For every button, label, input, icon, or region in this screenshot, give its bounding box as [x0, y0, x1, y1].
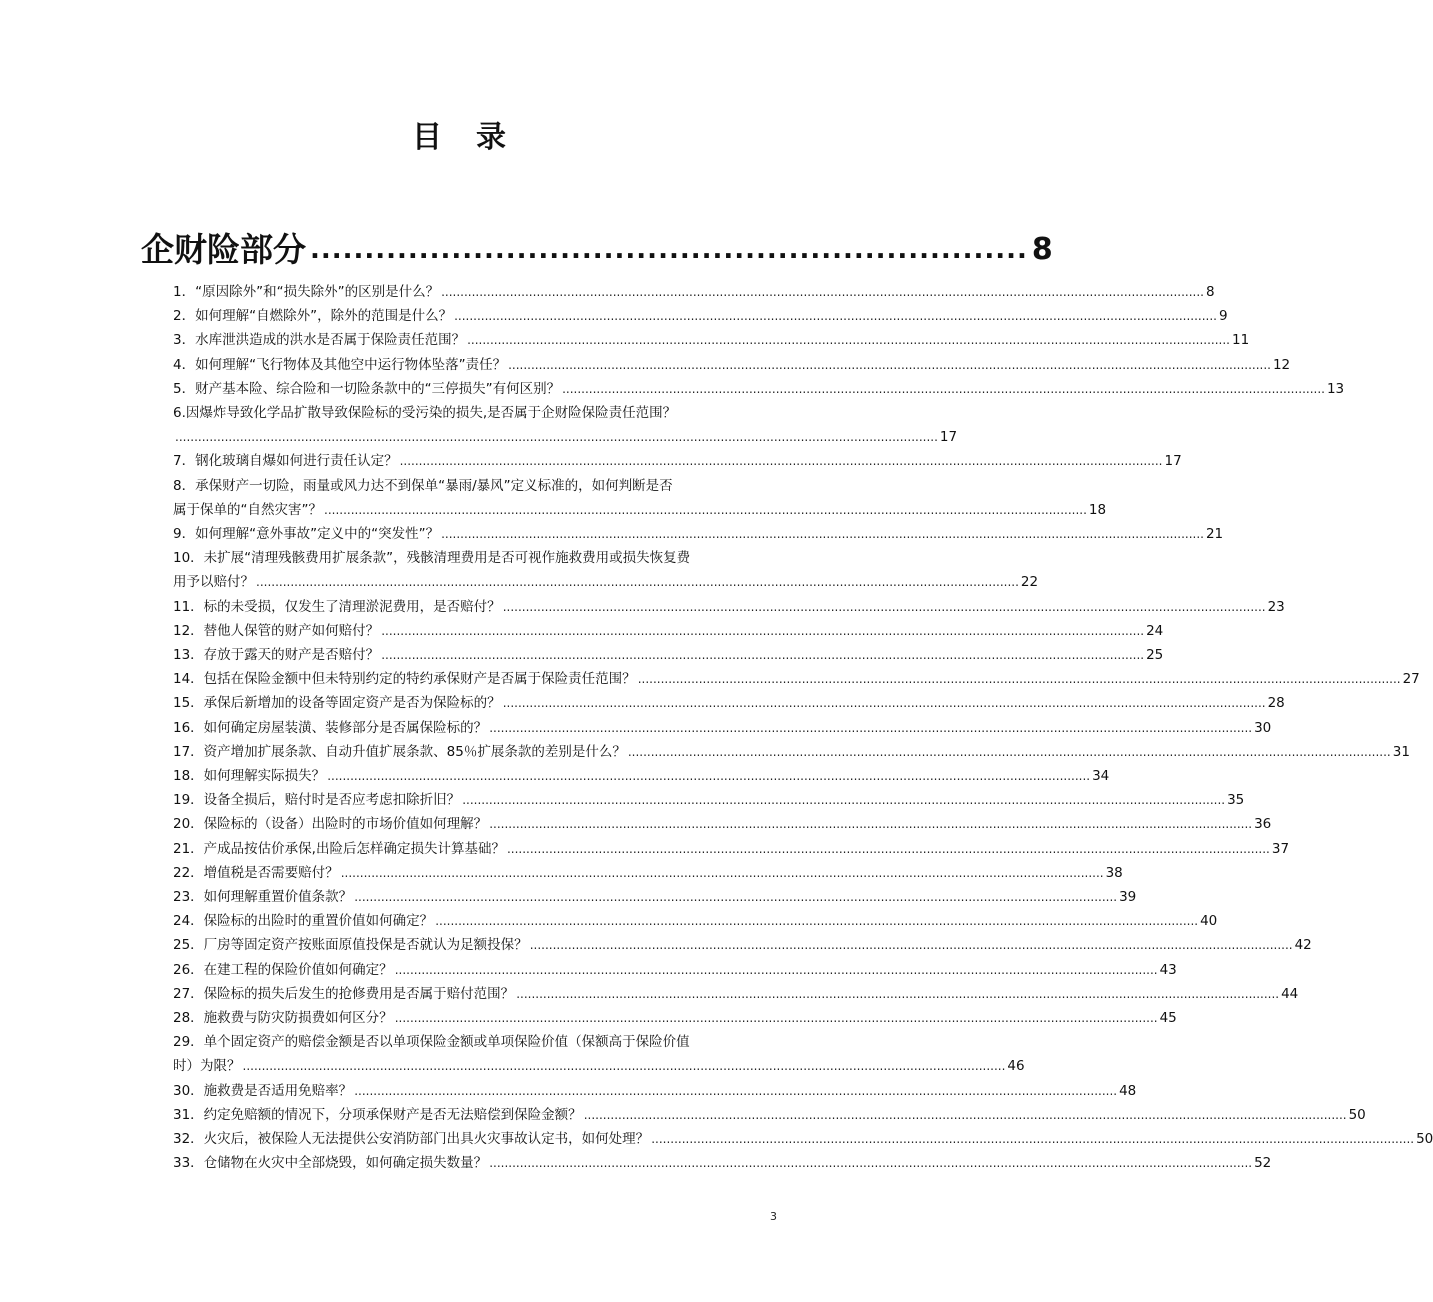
toc-leader-dots: ........................................................................................................................................................................................................: [435, 914, 1199, 929]
toc-leader-dots: ........................................................................................................................................................................................................: [242, 1059, 1006, 1074]
toc-entry[interactable]: [173, 837, 1290, 861]
toc-leader-dots: ........................................................................................................................................................................................................: [354, 1083, 1118, 1098]
toc-entry[interactable]: [173, 982, 1299, 1006]
toc-leader-dots: ........................................................................................................................................................................................................: [489, 817, 1253, 832]
toc-entry-text: 属于保单的“自然灾害”？: [173, 501, 322, 518]
toc-entry[interactable]: [173, 280, 1215, 304]
toc-entry-page: 34: [1092, 768, 1110, 784]
toc-entry-page: 13: [1326, 380, 1345, 397]
toc-entry-text: 5．财产基本险、综合险和一切险条款中的“三停损失”有何区别？: [173, 380, 561, 397]
toc-entry-page: 36: [1254, 816, 1272, 833]
toc-entry[interactable]: [173, 667, 1420, 691]
toc-leader-dots: ........................................................................................................................................................................................................: [441, 527, 1204, 541]
title-text: 目 录: [412, 120, 508, 155]
toc-entry-page: 45: [1159, 1010, 1177, 1026]
page-number: 3: [770, 1210, 777, 1223]
toc-leader-dots: ........................................................................................................................................................................................................: [637, 672, 1401, 687]
toc-entry-page: 38: [1105, 864, 1123, 881]
toc-entry-text: 19．设备全损后，赔付时是否应考虑扣除折旧？: [173, 792, 461, 809]
toc-entry[interactable]: [173, 449, 1182, 473]
toc-entry[interactable]: [173, 1151, 1272, 1175]
toc-entry-text: 24．保险标的出险时的重置价值如何确定？: [173, 913, 434, 930]
toc-entry-text: 6.因爆炸导致化学品扩散导致保险标的受污染的损失,是否属于企财险保险责任范围？: [173, 405, 677, 421]
toc-leader-dots: ........................................................................................................................................................................................................: [381, 648, 1145, 662]
section-label: 企财险部分: [141, 230, 306, 269]
toc-entry[interactable]: [173, 716, 1272, 740]
toc-entry[interactable]: [173, 643, 1164, 667]
toc-entry[interactable]: [173, 377, 1345, 401]
toc-entry-page: 50: [1416, 1131, 1433, 1147]
toc-entry-text: 8．承保财产一切险，雨量或风力达不到保单“暴雨/暴风”定义标准的，如何判断是否: [173, 477, 673, 494]
toc-entry[interactable]: [173, 788, 1245, 812]
toc-entry-page: 11: [1231, 332, 1250, 349]
toc-entry-page: 18: [1088, 501, 1107, 518]
toc-leader-dots: ........................................................................................................................................................................................................: [324, 502, 1087, 517]
toc-entry-text: 23．如何理解重置价值条款？: [173, 889, 353, 905]
toc-leader-dots: ........................................................................................................................................................................................................: [462, 793, 1226, 808]
toc-entry-text: 3．水库泄洪造成的洪水是否属于保险责任范围？: [173, 332, 466, 349]
toc-entry-text: 14．包括在保险金额中但未特别约定的特约承保财产是否属于保险责任范围？: [173, 671, 636, 688]
toc-entry-text: 1．“原因除外”和“损失除外”的区别是什么？: [173, 284, 440, 300]
toc-entry-page: 25: [1146, 647, 1164, 663]
toc-entry-page: 46: [1007, 1058, 1025, 1075]
page-title: [0, 112, 920, 156]
toc-leader-dots: ........................................................................................................................................................................................................: [562, 381, 1325, 396]
toc-entry-text: 10．未扩展“清理残骸费用扩展条款”，残骸清理费用是否可视作施救费用或损失恢复费: [173, 550, 691, 567]
toc-entry-page: 35: [1227, 792, 1245, 809]
toc-entry[interactable]: [173, 474, 1107, 522]
toc-entry-page: 30: [1254, 719, 1272, 736]
toc-entry[interactable]: [173, 595, 1285, 619]
toc-entry-text: 26．在建工程的保险价值如何确定？: [173, 961, 393, 978]
toc-leader-dots: ........................................................................................................................................................................................................: [327, 769, 1091, 783]
toc-entry[interactable]: [173, 933, 1312, 957]
toc-entry-page: 17: [1164, 453, 1182, 470]
toc-entry[interactable]: [173, 958, 1177, 982]
toc-leader-dots: ........................................................................................................................................................................................................: [399, 454, 1163, 469]
toc-entry[interactable]: [173, 546, 1039, 594]
toc-entry-page: 31: [1392, 743, 1410, 760]
toc-entry[interactable]: [173, 812, 1272, 836]
toc-entry[interactable]: [173, 328, 1250, 352]
toc-entry-text: 29．单个固定资产的赔偿金额是否以单项保险金额或单项保险价值（保额高于保险价值: [173, 1034, 690, 1051]
toc-entry[interactable]: [173, 885, 1137, 909]
toc-entry-page: 44: [1281, 985, 1299, 1002]
toc-entry[interactable]: [173, 304, 1228, 328]
toc-entry-text: 7．钢化玻璃自爆如何进行责任认定？: [173, 453, 398, 470]
toc-entry-text: 28．施救费与防灾防损费如何区分？: [173, 1010, 393, 1026]
section-page: 8: [1031, 232, 1053, 267]
toc-entry-text: 21．产成品按估价承保,出险后怎样确定损失计算基础？: [173, 840, 505, 857]
toc-entry-page: 8: [1205, 284, 1215, 300]
toc-leader-dots: ........................................................................................................................................................................................................: [467, 333, 1230, 348]
toc-entry-text: 4．如何理解“飞行物体及其他空中运行物体坠落”责任？: [173, 356, 507, 373]
toc-entry-page: 39: [1119, 889, 1137, 905]
toc-entry-page: 42: [1294, 937, 1312, 954]
toc-entry-page: 27: [1402, 671, 1420, 688]
toc-leader-dots: ........................................................................................................................................................................................................: [354, 890, 1118, 904]
toc-entry-text: 27．保险标的损失后发生的抢修费用是否属于赔付范围？: [173, 985, 515, 1002]
toc-entry[interactable]: [173, 861, 1123, 885]
toc-leader-dots: ........................................................................................................................................................................................................: [454, 309, 1217, 324]
toc-entry-page: 12: [1272, 356, 1291, 373]
toc-entry-page: 50: [1348, 1106, 1366, 1123]
toc-entry-page: 40: [1200, 913, 1218, 930]
toc-entry[interactable]: [173, 1103, 1366, 1127]
toc-entry[interactable]: [173, 691, 1285, 715]
toc-entry-text: 2．如何理解“自燃除外”，除外的范围是什么？: [173, 308, 453, 325]
toc-entry-text: 25．厂房等固定资产按账面原值投保是否就认为足额投保？: [173, 937, 528, 954]
toc-leader-dots: ........................................................................................................................................................................................................: [516, 986, 1280, 1001]
toc-leader-dots: ........................................................................................................................................................................................................: [394, 1011, 1158, 1025]
toc-entry[interactable]: [173, 740, 1410, 764]
toc-leader-dots: ........................................................................................................................................................................................................: [508, 357, 1271, 372]
toc-entry[interactable]: [173, 764, 1110, 788]
toc-entry-page: 9: [1218, 308, 1228, 325]
toc-entry[interactable]: [173, 909, 1218, 933]
toc-entry-text: 32．火灾后，被保险人无法提供公安消防部门出具火灾事故认定书，如何处理？: [173, 1131, 650, 1147]
toc-leader-dots: ........................................................................................................................................................................................................: [529, 938, 1293, 953]
toc-entry-text: 11．标的未受损，仅发生了清理淤泥费用，是否赔付？: [173, 598, 501, 615]
toc-entry[interactable]: [173, 1006, 1177, 1030]
toc-leader-dots: ........................................................................................................................................................................................................: [583, 1107, 1347, 1122]
toc-leader-dots: ........................................................................................................................................................................................................: [256, 575, 1019, 590]
toc-entry-text: 13．存放于露天的财产是否赔付？: [173, 647, 380, 663]
toc-entry-text: 22．增值税是否需要赔付？: [173, 864, 339, 881]
toc-entry-page: 37: [1271, 840, 1290, 857]
toc-entry[interactable]: [173, 401, 958, 449]
toc-entry[interactable]: [173, 1030, 1025, 1078]
toc-entry-text: 20．保险标的（设备）出险时的市场价值如何理解？: [173, 816, 488, 833]
toc-leader-dots: ........................................................................................................................................................................................................: [651, 1132, 1415, 1146]
toc-leader-dots: ........................................................................................................................................................................................................: [502, 696, 1266, 711]
toc-leader-dots: ........................................................................................................................................................................................................: [627, 744, 1391, 759]
toc-entry-page: 17: [939, 429, 958, 445]
toc-leader-dots: ........................................................................................................................................................................................................: [340, 865, 1104, 880]
toc-entry-page: 48: [1119, 1082, 1137, 1099]
toc-entry[interactable]: [173, 353, 1291, 377]
toc-entry-text: 9．如何理解“意外事故”定义中的“突发性”？: [173, 526, 440, 542]
toc-entry-text: 16．如何确定房屋装潢、装修部分是否属保险标的？: [173, 719, 488, 736]
toc-leader-dots: ........................................................................................................................................................................................................: [489, 1156, 1253, 1171]
toc-leader-dots: ........................................................................................................................................................................................................: [394, 962, 1158, 977]
toc-leader-dots: ........................................................................................................................................................................................................: [502, 599, 1266, 614]
toc-entry-text: 30．施救费是否适用免赔率？: [173, 1082, 353, 1099]
toc-entry-text: 用予以赔付？: [173, 574, 254, 591]
section-leader-dots: ..................................................................: [310, 235, 1028, 265]
toc-entry-page: 43: [1159, 961, 1177, 978]
toc-entry-page: 21: [1205, 526, 1224, 542]
toc-entry-text: 12．替他人保管的财产如何赔付？: [173, 622, 380, 639]
toc-entry-text: 31．约定免赔额的情况下，分项承保财产是否无法赔偿到保险金额？: [173, 1106, 582, 1123]
toc-entry[interactable]: [173, 522, 1224, 546]
toc-entry-page: 23: [1267, 598, 1285, 615]
toc-entry-page: 28: [1267, 695, 1285, 712]
toc-entry-text: 33．仓储物在火灾中全部烧毁，如何确定损失数量？: [173, 1155, 488, 1172]
toc-entry-page: 52: [1254, 1155, 1272, 1172]
toc-leader-dots: ........................................................................................................................................................................................................: [489, 720, 1253, 735]
toc-entry-page: 24: [1146, 622, 1164, 639]
toc-entry[interactable]: [173, 619, 1164, 643]
toc-entry-text: 17．资产增加扩展条款、自动升值扩展条款、85％扩展条款的差别是什么？: [173, 743, 626, 760]
toc-entry[interactable]: [173, 1127, 1433, 1151]
toc-leader-dots: ........................................................................................................................................................................................................: [441, 285, 1204, 299]
toc-entry[interactable]: [173, 1079, 1137, 1103]
toc-leader-dots: ........................................................................................................................................................................................................: [381, 623, 1145, 638]
section-heading[interactable]: [141, 222, 1053, 272]
toc-entry-text: 时）为限？: [173, 1058, 241, 1075]
toc-entry-page: 22: [1020, 574, 1039, 591]
toc-entry-text: 15．承保后新增加的设备等固定资产是否为保险标的？: [173, 695, 501, 712]
toc-entry-text: 18．如何理解实际损失？: [173, 768, 326, 784]
toc-leader-dots: ........................................................................................................................................................................................................: [506, 841, 1270, 856]
toc-leader-dots: ........................................................................................................................................................................................................: [175, 430, 938, 444]
